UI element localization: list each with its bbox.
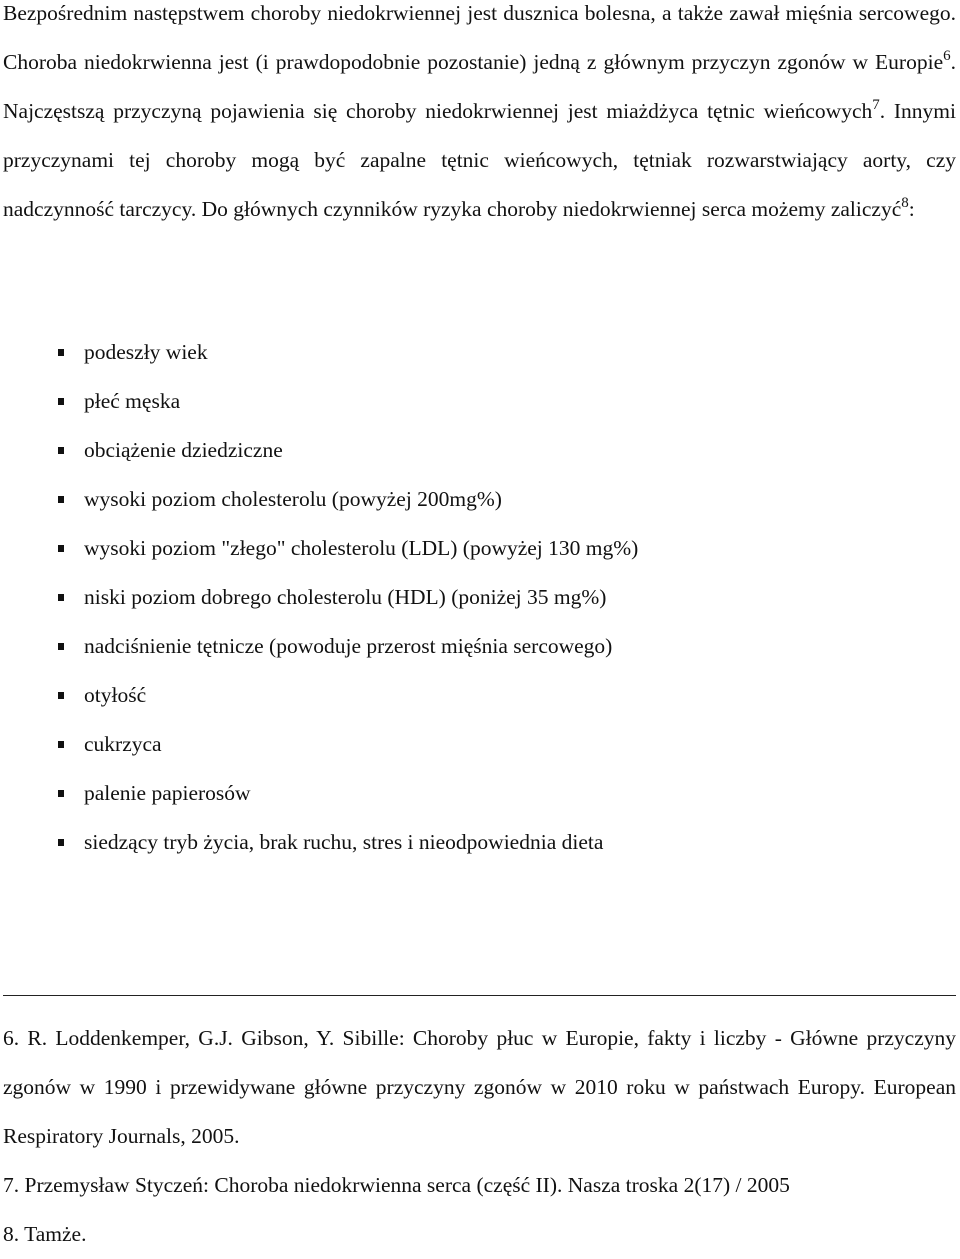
square-bullet-icon bbox=[58, 349, 64, 356]
intro-text-4: : bbox=[908, 197, 915, 221]
footnote-ref-7: 7 bbox=[872, 97, 880, 113]
square-bullet-icon bbox=[58, 692, 64, 699]
square-bullet-icon bbox=[58, 790, 64, 797]
intro-text-2: . Najczęstszą przyczyną pojawienia się choroby niedokrwiennej jest miażdżyca tętnic wieńcowych bbox=[3, 50, 956, 123]
footnote-divider bbox=[3, 995, 956, 996]
square-bullet-icon bbox=[58, 496, 64, 503]
intro-text-3: . Innymi przyczynami tej choroby mogą być zapalne tętnic wieńcowych, tętniak rozwarstwiający aorty, czy nadczynność tarczycy. Do głównych czynników ryzyka choroby niedokrwiennej serca możemy zaliczyć bbox=[3, 99, 956, 221]
square-bullet-icon bbox=[58, 447, 64, 454]
footnote-6: 6. R. Loddenkemper, G.J. Gibson, Y. Sibille: Choroby płuc w Europie, fakty i liczby - Główne przyczyny zgonów w 1990 i przewidywane główne przyczyny zgonów w 2010 roku w państwach Europy. European Respiratory Journals, 2005. bbox=[3, 1026, 956, 1148]
footnote-ref-6: 6 bbox=[943, 48, 951, 64]
square-bullet-icon bbox=[58, 398, 64, 405]
footnote-8: 8. Tamże. bbox=[3, 1222, 87, 1246]
square-bullet-icon bbox=[58, 594, 64, 601]
square-bullet-icon bbox=[58, 643, 64, 650]
intro-paragraph bbox=[3, 0, 956, 234]
footnote-list bbox=[3, 1014, 956, 1259]
square-bullet-icon bbox=[58, 839, 64, 846]
square-bullet-icon bbox=[58, 545, 64, 552]
footnote-ref-8: 8 bbox=[901, 195, 909, 211]
square-bullet-icon bbox=[58, 741, 64, 748]
intro-text-1: Bezpośrednim następstwem choroby niedokrwiennej jest dusznica bolesna, a także zawał mięśnia sercowego. Choroba niedokrwienna jest (i prawdopodobnie pozostanie) jedną z głównym przyczyn zgonów w Europie bbox=[3, 1, 956, 74]
footnote-7: 7. Przemysław Styczeń: Choroba niedokrwienna serca (część II). Nasza troska 2(17) / 2005 bbox=[3, 1173, 790, 1197]
document-page: Bezpośrednim następstwem choroby niedokrwiennej jest dusznica bolesna, a także zawał mięśnia sercowego. Choroba niedokrwienna jest (i prawdopodobnie pozostanie) jedną z głównym przyczyn zgonów w Europie$^6$. Najczęstszą przyczyną pojawienia się choroby niedokrwiennej jest miażdżyca tętnic wieńcowych$^7$. Innymi przyczynami tej choroby mogą być zapalne tętnic wieńcowych, tętniak rozwarstwiający aorty, czy nadczynność tarczycy. Do głównych czynników ryzyka choroby niedokrwiennej serca możemy zaliczyć$^8$: podeszły wiek płeć męska obciążenie dziedziczne wysoki poziom cholesterolu (powyżej 200mg%) wysoki poziom "złego" cholesterolu (LDL) (powyżej 130 mg%) niski poziom dobrego cholesterolu (HDL) (poniżej 35 mg%) nadciśnienie tętnicze (powoduje przerost mięśnia sercowego) otyłość cukrzyca palenie papierosów siedzący tryb życia, brak ruchu, stres i nieodpowiednia dieta 6. R. Loddenkemper, G.J. Gibson, Y. Sibille: Choroby płuc w Europie, fakty i liczby - Główne przyczyny zgonów w 1990 i przewidywane główne przyczyny zgonów w 2010 roku w państwach Europy. European Respiratory Journals, 2005. 7. Przemysław Styczeń: Choroba niedokrwienna serca (część II). Nasza troska 2(17) / 2005 8. Tamże. bbox=[0, 0, 960, 1242]
